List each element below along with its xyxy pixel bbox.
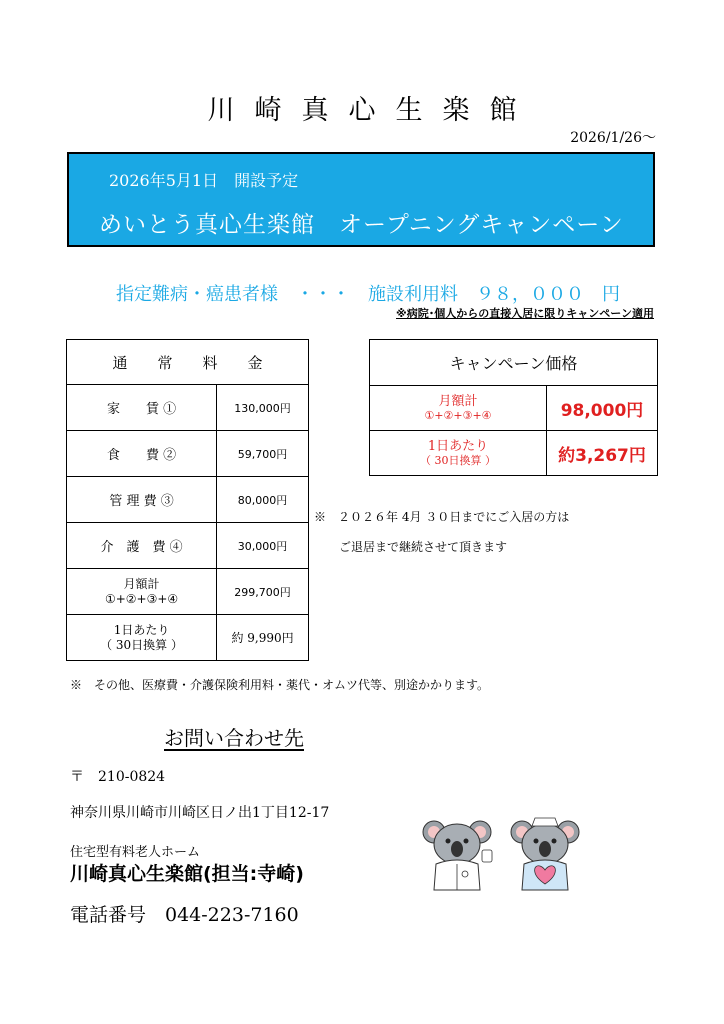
row-label <box>67 615 217 661</box>
daily-label: 1日あたり <box>113 622 170 637</box>
doctor-koala-icon <box>423 821 492 890</box>
facility-contact-name: 川崎真心生楽館(担当:寺崎) <box>70 863 304 885</box>
opening-banner <box>67 152 655 247</box>
campaign-daily-label: 1日あたり <box>427 438 489 454</box>
row-value: 299,700円 <box>217 569 309 615</box>
title-char: 心 <box>348 95 376 126</box>
normal-fee-header: 通 常 料 金 <box>67 340 309 385</box>
title-char: 崎 <box>254 95 282 126</box>
postal-code: 〒 210-0824 <box>70 769 166 785</box>
row-value: 約 9,990円 <box>217 615 309 661</box>
other-costs-note: ※ その他、医療費・介護保険利用料・薬代・オムツ代等、別途かかります。 <box>70 678 490 692</box>
table-row <box>67 523 309 569</box>
row-label: 家 賃 ① <box>67 385 217 431</box>
table-row <box>67 477 309 523</box>
campaign-monthly-sub: ①+②+③+④ <box>424 409 492 423</box>
campaign-daily-value: 約3,267円 <box>547 431 658 476</box>
table-row <box>67 431 309 477</box>
campaign-deadline-note: ※ ２０２６年 4月 ３０日までにご入居の方は <box>314 510 570 524</box>
title-char: 真 <box>301 95 329 126</box>
title-char: 生 <box>395 95 423 126</box>
daily-sub: （ 30日換算 ） <box>100 637 183 652</box>
row-label <box>67 569 217 615</box>
facility-type: 住宅型有料老人ホーム <box>70 845 201 860</box>
fee-condition-note: ※病院･個人からの直接入居に限りキャンペーン適用 <box>396 307 654 320</box>
title-char: 館 <box>489 95 517 126</box>
table-row <box>67 615 309 661</box>
phone-number: 電話番号 044-223-7160 <box>70 904 299 926</box>
campaign-monthly-value: 98,000円 <box>547 386 658 431</box>
row-label <box>370 386 547 431</box>
koala-mascots-illustration <box>422 812 582 894</box>
table-row <box>370 386 658 431</box>
monthly-total-sub: ①+②+③+④ <box>104 591 179 606</box>
monthly-total-label: 月額計 <box>123 576 160 591</box>
row-label: 管 理 費 ③ <box>67 477 217 523</box>
row-label: 食 費 ② <box>67 431 217 477</box>
campaign-daily-sub: （ 30日換算 ） <box>420 454 496 468</box>
row-value: 80,000円 <box>217 477 309 523</box>
title-char: 楽 <box>442 95 470 126</box>
facility-title <box>0 88 724 127</box>
row-label: 介 護 費 ④ <box>67 523 217 569</box>
row-value: 30,000円 <box>217 523 309 569</box>
campaign-continuation-note: ご退居まで継続させて頂きます <box>339 540 508 554</box>
title-char: 川 <box>207 95 235 126</box>
campaign-monthly-label: 月額計 <box>438 393 478 409</box>
table-row <box>67 569 309 615</box>
issue-date: 2026/1/26～ <box>570 130 656 146</box>
opening-date: 2026年5月1日 開設予定 <box>109 171 299 190</box>
address: 神奈川県川崎市川崎区日ノ出1丁目12-17 <box>70 805 330 821</box>
row-value: 59,700円 <box>217 431 309 477</box>
table-row <box>370 431 658 476</box>
contact-heading: お問い合わせ先 <box>164 726 304 750</box>
normal-fee-table <box>66 339 309 661</box>
nurse-koala-icon <box>511 818 579 890</box>
row-value: 130,000円 <box>217 385 309 431</box>
campaign-price-header: キャンペーン価格 <box>370 340 658 386</box>
special-fee-line: 指定難病・癌患者様 ・・・ 施設利用料 ９８，０００ 円 <box>116 284 620 305</box>
campaign-title: めいとう真心生楽館 オープニングキャンペーン <box>99 212 624 238</box>
table-row <box>67 385 309 431</box>
campaign-price-table <box>369 339 658 476</box>
row-label <box>370 431 547 476</box>
